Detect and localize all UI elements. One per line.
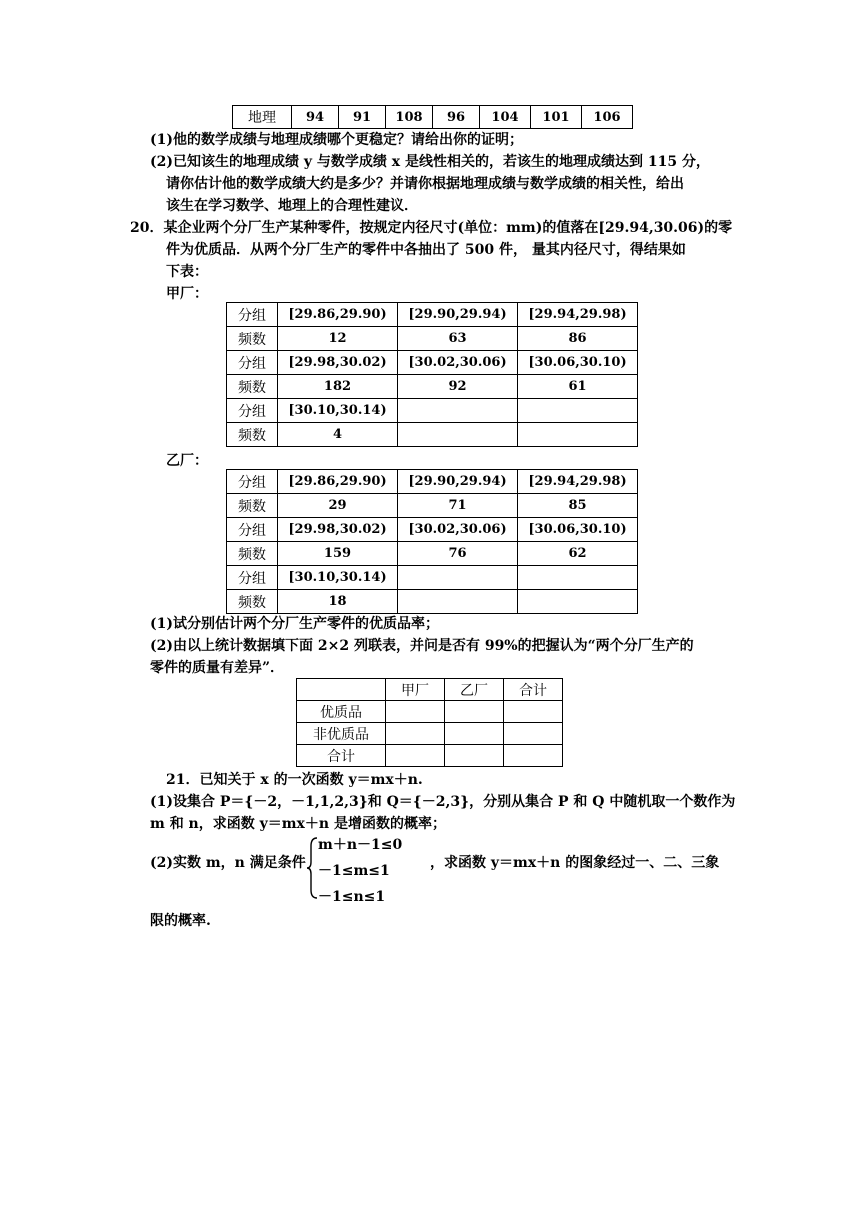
q19-part1: (1)他的数学成绩与地理成绩哪个更稳定？请给出你的证明；: [150, 132, 523, 148]
freq-cell: 4: [278, 423, 398, 447]
q21-last-line: 限的概率.: [150, 913, 211, 929]
group-cell: [29.90,29.94): [398, 303, 518, 327]
ct-empty-cell: [445, 701, 504, 723]
ct-empty-cell: [386, 723, 445, 745]
row-header: 频数: [227, 494, 278, 518]
condition-3: －1≤n≤1: [318, 889, 386, 905]
q20-line2: 件为优质品．从两个分厂生产的零件中各抽出了 500 件， 量其内径尺寸，得结果如: [166, 242, 686, 258]
q21-line1: 21．已知关于 x 的一次函数 y＝mx＋n.: [166, 772, 423, 788]
freq-cell: 12: [278, 327, 398, 351]
q20-sub1: (1)试分别估计两个分厂生产零件的优质品率；: [150, 616, 439, 632]
geo-value-cell: 91: [339, 106, 386, 129]
group-cell: [29.98,30.02): [278, 518, 398, 542]
row-header: 分组: [227, 351, 278, 375]
ct-header-cell: 甲厂: [386, 679, 445, 701]
contingency-table: [296, 678, 563, 767]
row-header: 频数: [227, 542, 278, 566]
group-cell: [398, 399, 518, 423]
group-cell: [30.06,30.10): [518, 351, 638, 375]
freq-cell: 71: [398, 494, 518, 518]
freq-cell: 159: [278, 542, 398, 566]
freq-cell: 29: [278, 494, 398, 518]
ct-row-label: 非优质品: [297, 723, 386, 745]
factory-a-label: 甲厂：: [166, 286, 208, 302]
group-cell: [518, 566, 638, 590]
freq-cell: [398, 423, 518, 447]
row-header: 频数: [227, 423, 278, 447]
geo-value-cell: 104: [480, 106, 531, 129]
ct-empty-cell: [504, 723, 563, 745]
freq-cell: [518, 423, 638, 447]
factory-a-table: [226, 302, 638, 447]
geo-value-cell: 94: [292, 106, 339, 129]
freq-cell: [398, 590, 518, 614]
ct-empty-cell: [445, 745, 504, 767]
group-cell: [29.90,29.94): [398, 470, 518, 494]
condition-1: m＋n－1≤0: [318, 837, 403, 853]
q20-line1: 20．某企业两个分厂生产某种零件，按规定内径尺寸(单位：mm)的值落在[29.94,30.06)的零: [130, 220, 733, 236]
ct-empty-cell: [386, 745, 445, 767]
freq-cell: 18: [278, 590, 398, 614]
group-cell: [30.10,30.14): [278, 399, 398, 423]
freq-cell: [518, 590, 638, 614]
q21-part2-suffix: ，求函数 y＝mx＋n 的图象经过一、二、三象: [430, 855, 720, 871]
freq-cell: 86: [518, 327, 638, 351]
row-header: 分组: [227, 399, 278, 423]
geography-score-table: [232, 105, 633, 129]
q21-line3: m 和 n，求函数 y＝mx＋n 是增函数的概率；: [150, 816, 446, 832]
q19-part2-line1: (2)已知该生的地理成绩 y 与数学成绩 x 是线性相关的，若该生的地理成绩达到 115 分，: [150, 154, 710, 170]
ct-header-cell: 合计: [504, 679, 563, 701]
ct-empty-cell: [386, 701, 445, 723]
freq-cell: 182: [278, 375, 398, 399]
factory-b-label: 乙厂：: [166, 453, 208, 469]
ct-empty-cell: [445, 723, 504, 745]
q20-line3: 下表：: [166, 264, 208, 280]
group-cell: [30.10,30.14): [278, 566, 398, 590]
row-header: 频数: [227, 375, 278, 399]
ct-empty-cell: [504, 745, 563, 767]
row-header: 分组: [227, 470, 278, 494]
q19-part2-line3: 该生在学习数学、地理上的合理性建议．: [166, 198, 418, 214]
group-cell: [30.02,30.06): [398, 518, 518, 542]
freq-cell: 92: [398, 375, 518, 399]
freq-cell: 85: [518, 494, 638, 518]
freq-cell: 76: [398, 542, 518, 566]
geo-value-cell: 108: [386, 106, 433, 129]
q20-sub2-line1: (2)由以上统计数据填下面 2×2 列联表，并问是否有 99%的把握认为“两个分厂生产的: [150, 638, 694, 654]
freq-cell: 62: [518, 542, 638, 566]
group-cell: [30.06,30.10): [518, 518, 638, 542]
group-cell: [29.94,29.98): [518, 303, 638, 327]
freq-cell: 63: [398, 327, 518, 351]
row-header: 频数: [227, 590, 278, 614]
factory-b-table: [226, 469, 638, 614]
row-header: 分组: [227, 566, 278, 590]
ct-header-cell: [297, 679, 386, 701]
q19-part2-line2: 请你估计他的数学成绩大约是多少？并请你根据地理成绩与数学成绩的相关性，给出: [166, 176, 684, 192]
q21-part2-prefix: (2)实数 m，n 满足条件: [150, 855, 306, 871]
group-cell: [29.98,30.02): [278, 351, 398, 375]
left-brace-icon: [305, 836, 319, 900]
geo-value-cell: 106: [582, 106, 633, 129]
group-cell: [29.86,29.90): [278, 303, 398, 327]
q21-line2: (1)设集合 P＝{－2，－1,1,2,3}和 Q＝{－2,3}，分别从集合 P 和 Q 中随机取一个数作为: [150, 794, 736, 810]
ct-header-cell: 乙厂: [445, 679, 504, 701]
group-cell: [518, 399, 638, 423]
group-cell: [30.02,30.06): [398, 351, 518, 375]
ct-row-label: 合计: [297, 745, 386, 767]
group-cell: [398, 566, 518, 590]
row-header: 频数: [227, 327, 278, 351]
row-header: 分组: [227, 518, 278, 542]
geo-value-cell: 101: [531, 106, 582, 129]
condition-2: －1≤m≤1: [318, 863, 390, 879]
row-header: 分组: [227, 303, 278, 327]
ct-row-label: 优质品: [297, 701, 386, 723]
geo-label-cell: 地理: [233, 106, 292, 129]
ct-empty-cell: [504, 701, 563, 723]
group-cell: [29.94,29.98): [518, 470, 638, 494]
q20-sub2-line2: 零件的质量有差异”．: [150, 660, 285, 676]
geo-value-cell: 96: [433, 106, 480, 129]
group-cell: [29.86,29.90): [278, 470, 398, 494]
freq-cell: 61: [518, 375, 638, 399]
